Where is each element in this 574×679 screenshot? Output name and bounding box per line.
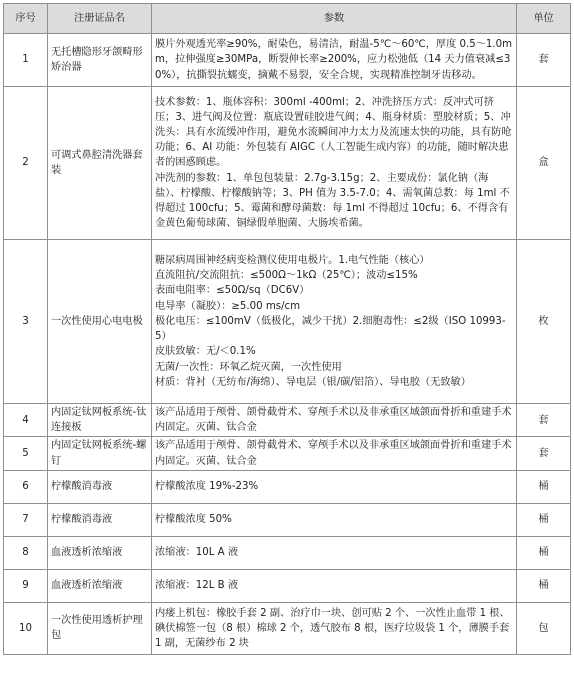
row-unit: 桶 [517, 470, 571, 503]
product-spec-table [3, 3, 571, 655]
row-params [152, 240, 517, 404]
param-line: 表面电阻率：≤50Ω/sq（DC6V） [155, 285, 310, 297]
row-name: 可调式鼻腔清洗器套装 [48, 87, 152, 240]
row-unit: 套 [517, 404, 571, 437]
table-row [4, 470, 571, 503]
row-name: 血液透析浓缩液 [48, 536, 152, 569]
row-name: 内固定钛网板系统-螺钉 [48, 437, 152, 470]
row-unit: 桶 [517, 503, 571, 536]
table-row [4, 87, 571, 240]
table-row [4, 404, 571, 437]
header-unit: 单位 [517, 4, 571, 34]
row-name: 柠檬酸消毒液 [48, 470, 152, 503]
header-index: 序号 [4, 4, 48, 34]
row-name: 一次性使用透析护理包 [48, 602, 152, 654]
param-line: 材质：背衬（无纺布/海绵）、导电层（银/碳/铝箔）、导电胶（无致敏） [155, 376, 471, 388]
param-line: 浓缩液：12L B 液 [155, 580, 239, 592]
row-index: 10 [4, 602, 48, 654]
row-params [152, 569, 517, 602]
row-params [152, 87, 517, 240]
row-unit: 套 [517, 437, 571, 470]
row-index: 6 [4, 470, 48, 503]
row-unit: 套 [517, 34, 571, 87]
row-name: 柠檬酸消毒液 [48, 503, 152, 536]
row-params [152, 503, 517, 536]
row-index: 4 [4, 404, 48, 437]
row-index: 1 [4, 34, 48, 87]
row-name: 无托槽隐形牙颌畸形矫治器 [48, 34, 152, 87]
param-line: 电导率（凝胶）：≥5.00 ms/cm [155, 300, 301, 312]
param-line: 柠檬酸浓度 50% [155, 514, 232, 526]
row-params [152, 404, 517, 437]
header-params: 参数 [152, 4, 517, 34]
table-row [4, 437, 571, 470]
header-name: 注册证品名 [48, 4, 152, 34]
param-line: 柠檬酸浓度 19%-23% [155, 481, 259, 493]
row-name: 血液透析浓缩液 [48, 569, 152, 602]
row-params [152, 470, 517, 503]
row-unit: 盒 [517, 87, 571, 240]
table-row [4, 602, 571, 654]
table-row [4, 240, 571, 404]
param-line: 技术参数：1、瓶体容积：300ml -400ml；2、冲洗挤压方式：反冲式可挤压；3、进气阀及位置：瓶底设置硅胶进气阀；4、瓶身材质：塑胶材质；5、冲洗头：具有水流缓冲作用，避免水流瞬间冲力太力及流速太快的功能，具有防呛功能；6、AI 功能：外包装有 AIGC（人工智能生成内容）的功能，随时解决患者的困惑顾虑。 [155, 96, 512, 169]
row-index: 7 [4, 503, 48, 536]
row-params [152, 536, 517, 569]
param-line: 浓缩液：10L A 液 [155, 547, 239, 559]
row-unit: 桶 [517, 569, 571, 602]
table-row [4, 569, 571, 602]
param-line: 冲洗剂的参数：1、单包包装量：2.7g-3.15g；2、主要成份：氯化钠（海盐）、柠檬酸、柠檬酸钠等；3、PH 值为 3.5-7.0；4、需氧菌总数：每 1ml 不得超过 100cfu；5、霉菌和酵母菌数：每 1ml 不得超过 10cfu；6、不得含有金黄色葡萄球菌、铜绿假单胞菌、大肠埃希菌。 [155, 172, 510, 230]
row-index: 8 [4, 536, 48, 569]
row-params [152, 34, 517, 87]
table-row [4, 34, 571, 87]
param-line: 内瘘上机包：橡胶手套 2 副、治疗巾一块、创可贴 2 个、一次性止血带 1 根、碘伏棉签一包（8 根）棉球 2 个，透气胶布 8 根，医疗垃圾袋 1 个，薄膜手套 1 副，无菌纱布 2 块 [155, 607, 510, 649]
param-line: 皮肤致敏：无/＜0.1% [155, 346, 256, 358]
param-line: 无菌/一次性：环氧乙烷灭菌，一次性使用 [155, 361, 342, 373]
row-name: 一次性使用心电电极 [48, 240, 152, 404]
param-line: 极化电压：≤100mV（低极化，减少干扰）2.细胞毒性：≤2级（ISO 10993-5） [155, 315, 506, 343]
row-unit: 桶 [517, 536, 571, 569]
param-line: 膜片外观透光率≥90%，耐染色，易清洁，耐温-5℃～60℃，厚度 0.5～1.0mm，拉伸强度≥30MPa，断裂伸长率≥200%，应力松弛低（14 天力值衰减≤30%），抗撕裂抗蠕变，摘戴不易裂，安全合规，实现精准控制牙齿移动。 [155, 39, 513, 81]
table-row [4, 503, 571, 536]
table-row [4, 536, 571, 569]
row-name: 内固定钛网板系统-钛连接板 [48, 404, 152, 437]
row-index: 2 [4, 87, 48, 240]
param-line: 直流阻抗/交流阻抗：≤500Ω～1kΩ（25℃）；波动≤15% [155, 270, 418, 282]
param-line: 糖尿病周围神经病变检测仪使用电极片。1.电气性能（核心） [155, 255, 430, 267]
row-unit: 枚 [517, 240, 571, 404]
param-line: 该产品适用于颅骨、颌骨截骨术、穿颅手术以及非承重区域颌面骨折和重建手术内固定。灭菌、钛合金 [155, 407, 512, 434]
header-row [4, 4, 571, 34]
row-params [152, 602, 517, 654]
row-index: 3 [4, 240, 48, 404]
row-unit: 包 [517, 602, 571, 654]
param-line: 该产品适用于颅骨、颌骨截骨术、穿颅手术以及非承重区域颌面骨折和重建手术内固定。灭菌、钛合金 [155, 440, 512, 467]
row-params [152, 437, 517, 470]
row-index: 5 [4, 437, 48, 470]
row-index: 9 [4, 569, 48, 602]
